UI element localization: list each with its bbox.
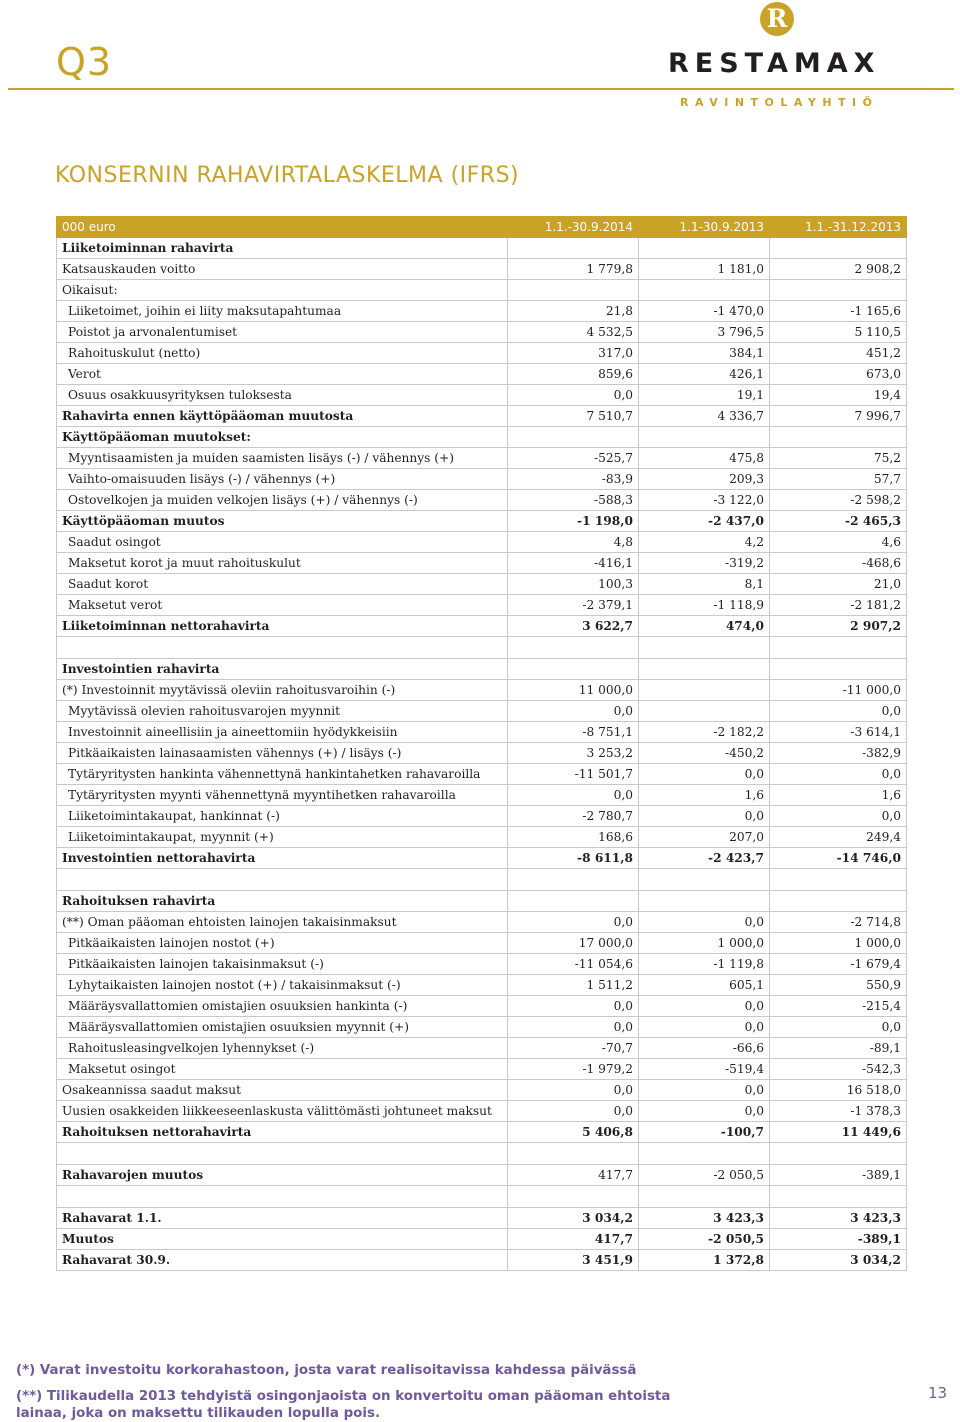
table-row	[57, 574, 907, 595]
row-value-col2	[639, 701, 770, 722]
row-value-col3: -389,1	[770, 1165, 907, 1186]
row-value-col2: 0,0	[639, 996, 770, 1017]
row-value-col2	[639, 659, 770, 680]
row-value-col2	[639, 680, 770, 701]
row-value-col1: 859,6	[508, 364, 639, 385]
row-value-col1	[508, 1143, 639, 1165]
row-value-col2: 4 336,7	[639, 406, 770, 427]
row-value-col1: 0,0	[508, 1080, 639, 1101]
row-value-col1	[508, 427, 639, 448]
row-value-col2: 8,1	[639, 574, 770, 595]
table-row	[57, 975, 907, 996]
row-value-col2: 0,0	[639, 912, 770, 933]
table-row	[57, 469, 907, 490]
row-value-col2: 426,1	[639, 364, 770, 385]
table-row	[57, 1101, 907, 1122]
row-value-col3	[770, 891, 907, 912]
row-value-col1: 168,6	[508, 827, 639, 848]
quarter-label: Q3	[56, 40, 113, 84]
column-header-unit: 000 euro	[57, 217, 508, 238]
row-value-col1: -11 501,7	[508, 764, 639, 785]
row-value-col1: -588,3	[508, 490, 639, 511]
row-value-col1: 1 779,8	[508, 259, 639, 280]
row-label: Rahoitusleasingvelkojen lyhennykset (-)	[57, 1038, 508, 1059]
row-value-col1: 3 622,7	[508, 616, 639, 637]
row-label: Maksetut verot	[57, 595, 508, 616]
row-value-col1: 0,0	[508, 785, 639, 806]
table-row	[57, 406, 907, 427]
row-label: Myytävissä olevien rahoitusvarojen myynnit	[57, 701, 508, 722]
table-row	[57, 785, 907, 806]
table-row	[57, 511, 907, 532]
spacer-row	[57, 869, 907, 891]
row-value-col2: 3 796,5	[639, 322, 770, 343]
row-value-col1: 11 000,0	[508, 680, 639, 701]
row-value-col2	[639, 280, 770, 301]
spacer-row	[57, 1186, 907, 1208]
row-label: Verot	[57, 364, 508, 385]
row-label: Lyhytaikaisten lainojen nostot (+) / takaisinmaksut (-)	[57, 975, 508, 996]
row-value-col3: 57,7	[770, 469, 907, 490]
row-value-col2: 605,1	[639, 975, 770, 996]
table-row	[57, 954, 907, 975]
row-value-col2: 1 000,0	[639, 933, 770, 954]
row-label: Poistot ja arvonalentumiset	[57, 322, 508, 343]
table-row	[57, 532, 907, 553]
row-label: Tytäryritysten myynti vähennettynä myyntihetken rahavaroilla	[57, 785, 508, 806]
row-value-col3	[770, 1143, 907, 1165]
row-value-col3: -468,6	[770, 553, 907, 574]
page-title: KONSERNIN RAHAVIRTALASKELMA (IFRS)	[55, 163, 520, 188]
row-value-col3	[770, 1186, 907, 1208]
row-value-col1	[508, 891, 639, 912]
row-value-col3	[770, 427, 907, 448]
table-row	[57, 806, 907, 827]
row-value-col1: 0,0	[508, 1017, 639, 1038]
row-label: Katsauskauden voitto	[57, 259, 508, 280]
row-value-col3: 249,4	[770, 827, 907, 848]
restamax-logo-icon: R	[760, 2, 794, 36]
row-label	[57, 1186, 508, 1208]
brand-name: RESTAMAX	[668, 48, 881, 79]
row-value-col2: -2 182,2	[639, 722, 770, 743]
row-label: Liiketoimet, joihin ei liity maksutapahtumaa	[57, 301, 508, 322]
row-value-col1: -70,7	[508, 1038, 639, 1059]
row-label: (**) Oman pääoman ehtoisten lainojen takaisinmaksut	[57, 912, 508, 933]
row-label: Vaihto-omaisuuden lisäys (-) / vähennys (+)	[57, 469, 508, 490]
table-header-row	[57, 217, 907, 238]
row-value-col2: 384,1	[639, 343, 770, 364]
row-value-col3	[770, 659, 907, 680]
row-value-col3: 4,6	[770, 532, 907, 553]
table-row	[57, 1165, 907, 1186]
row-value-col3: -2 181,2	[770, 595, 907, 616]
row-value-col2	[639, 891, 770, 912]
row-value-col2: 1 372,8	[639, 1250, 770, 1271]
table-row	[57, 343, 907, 364]
row-value-col3: -389,1	[770, 1229, 907, 1250]
row-value-col3: -382,9	[770, 743, 907, 764]
table-row	[57, 891, 907, 912]
table-row	[57, 848, 907, 869]
row-label: Määräysvallattomien omistajien osuuksien myynnit (+)	[57, 1017, 508, 1038]
row-value-col1: -83,9	[508, 469, 639, 490]
row-value-col1: -8 611,8	[508, 848, 639, 869]
row-label	[57, 637, 508, 659]
table-row	[57, 1122, 907, 1143]
table-row	[57, 1038, 907, 1059]
row-value-col1: 100,3	[508, 574, 639, 595]
row-label: Saadut osingot	[57, 532, 508, 553]
row-value-col3: -1 165,6	[770, 301, 907, 322]
table-row	[57, 595, 907, 616]
table-row	[57, 427, 907, 448]
row-value-col1: 0,0	[508, 1101, 639, 1122]
table-row	[57, 1208, 907, 1229]
row-value-col1: 7 510,7	[508, 406, 639, 427]
row-value-col3	[770, 280, 907, 301]
row-value-col2: 1,6	[639, 785, 770, 806]
row-value-col3: 19,4	[770, 385, 907, 406]
row-value-col3: 2 908,2	[770, 259, 907, 280]
column-header-period-2013-full: 1.1.-31.12.2013	[770, 217, 907, 238]
row-value-col3: 673,0	[770, 364, 907, 385]
row-value-col1	[508, 659, 639, 680]
row-value-col2: 4,2	[639, 532, 770, 553]
row-label: Maksetut korot ja muut rahoituskulut	[57, 553, 508, 574]
table-row	[57, 616, 907, 637]
row-value-col1: 5 406,8	[508, 1122, 639, 1143]
row-value-col3: -1 378,3	[770, 1101, 907, 1122]
row-value-col1: 0,0	[508, 385, 639, 406]
row-label: Investointien nettorahavirta	[57, 848, 508, 869]
table-row	[57, 385, 907, 406]
spacer-row	[57, 637, 907, 659]
row-value-col2: -2 423,7	[639, 848, 770, 869]
row-value-col2: 0,0	[639, 1080, 770, 1101]
row-value-col2: -100,7	[639, 1122, 770, 1143]
row-label: Osakeannissa saadut maksut	[57, 1080, 508, 1101]
row-value-col1: 1 511,2	[508, 975, 639, 996]
row-label: Muutos	[57, 1229, 508, 1250]
row-value-col2: -2 050,5	[639, 1229, 770, 1250]
row-label: (*) Investoinnit myytävissä oleviin rahoitusvaroihin (-)	[57, 680, 508, 701]
row-value-col2: -519,4	[639, 1059, 770, 1080]
row-value-col1	[508, 238, 639, 259]
row-label: Oikaisut:	[57, 280, 508, 301]
row-value-col2	[639, 238, 770, 259]
row-value-col3: 1,6	[770, 785, 907, 806]
table-row	[57, 322, 907, 343]
row-value-col1: -416,1	[508, 553, 639, 574]
row-label: Investointien rahavirta	[57, 659, 508, 680]
row-value-col3: 0,0	[770, 701, 907, 722]
spacer-row	[57, 1143, 907, 1165]
row-label: Rahavirta ennen käyttöpääoman muutosta	[57, 406, 508, 427]
header-divider	[8, 88, 954, 90]
row-value-col3: 2 907,2	[770, 616, 907, 637]
row-label: Määräysvallattomien omistajien osuuksien hankinta (-)	[57, 996, 508, 1017]
row-label: Pitkäaikaisten lainojen nostot (+)	[57, 933, 508, 954]
row-value-col2: 209,3	[639, 469, 770, 490]
row-value-col3: 5 110,5	[770, 322, 907, 343]
row-value-col3: -2 598,2	[770, 490, 907, 511]
row-value-col3: 16 518,0	[770, 1080, 907, 1101]
row-value-col3: -215,4	[770, 996, 907, 1017]
row-value-col3: 21,0	[770, 574, 907, 595]
row-value-col2: 0,0	[639, 1017, 770, 1038]
table-row	[57, 553, 907, 574]
row-label: Käyttöpääoman muutos	[57, 511, 508, 532]
row-value-col3: -1 679,4	[770, 954, 907, 975]
table-row	[57, 743, 907, 764]
row-value-col1: 4 532,5	[508, 322, 639, 343]
row-value-col2	[639, 1143, 770, 1165]
row-value-col2: 0,0	[639, 1101, 770, 1122]
row-label: Uusien osakkeiden liikkeeseenlaskusta välittömästi johtuneet maksut	[57, 1101, 508, 1122]
column-header-period-2014: 1.1.-30.9.2014	[508, 217, 639, 238]
row-label: Ostovelkojen ja muiden velkojen lisäys (+) / vähennys (-)	[57, 490, 508, 511]
row-value-col1: 3 253,2	[508, 743, 639, 764]
row-label: Tytäryritysten hankinta vähennettynä hankintahetken rahavaroilla	[57, 764, 508, 785]
row-value-col3: 11 449,6	[770, 1122, 907, 1143]
row-value-col3: 451,2	[770, 343, 907, 364]
row-value-col2: -1 119,8	[639, 954, 770, 975]
row-label: Käyttöpääoman muutokset:	[57, 427, 508, 448]
table-row	[57, 827, 907, 848]
row-label	[57, 1143, 508, 1165]
table-row	[57, 996, 907, 1017]
row-value-col1	[508, 280, 639, 301]
table-row	[57, 490, 907, 511]
row-value-col1: -2 379,1	[508, 595, 639, 616]
row-value-col2: 475,8	[639, 448, 770, 469]
row-value-col3: 550,9	[770, 975, 907, 996]
row-value-col3: 3 423,3	[770, 1208, 907, 1229]
row-value-col1: 0,0	[508, 912, 639, 933]
row-value-col2: 0,0	[639, 806, 770, 827]
row-label: Maksetut osingot	[57, 1059, 508, 1080]
row-value-col2: 207,0	[639, 827, 770, 848]
row-value-col2: -66,6	[639, 1038, 770, 1059]
row-value-col1	[508, 637, 639, 659]
row-value-col2: -3 122,0	[639, 490, 770, 511]
row-value-col2: -2 050,5	[639, 1165, 770, 1186]
row-label: Myyntisaamisten ja muiden saamisten lisäys (-) / vähennys (+)	[57, 448, 508, 469]
row-value-col1: 4,8	[508, 532, 639, 553]
row-label: Pitkäaikaisten lainasaamisten vähennys (+) / lisäys (-)	[57, 743, 508, 764]
row-value-col3: 1 000,0	[770, 933, 907, 954]
row-value-col3: -3 614,1	[770, 722, 907, 743]
row-value-col1: 3 451,9	[508, 1250, 639, 1271]
table-row	[57, 259, 907, 280]
row-value-col2	[639, 427, 770, 448]
row-value-col2: 3 423,3	[639, 1208, 770, 1229]
footnote-equity-loans: (**) Tilikaudella 2013 tehdyistä osingonjaoista on konvertoitu oman pääoman ehtoista lainaa, joka on maksettu tilikauden lopulla pois.	[16, 1389, 671, 1421]
row-value-col1: 417,7	[508, 1165, 639, 1186]
row-value-col3: 75,2	[770, 448, 907, 469]
row-value-col1	[508, 869, 639, 891]
row-value-col1: -1 979,2	[508, 1059, 639, 1080]
row-label: Rahavarat 1.1.	[57, 1208, 508, 1229]
row-label: Pitkäaikaisten lainojen takaisinmaksut (-)	[57, 954, 508, 975]
table-row	[57, 238, 907, 259]
row-value-col3: 0,0	[770, 806, 907, 827]
row-label: Rahoituksen nettorahavirta	[57, 1122, 508, 1143]
row-label: Liiketoiminnan rahavirta	[57, 238, 508, 259]
table-row	[57, 364, 907, 385]
row-value-col1	[508, 1186, 639, 1208]
row-value-col1: 0,0	[508, 996, 639, 1017]
row-value-col2: 474,0	[639, 616, 770, 637]
row-value-col3: -11 000,0	[770, 680, 907, 701]
table-row	[57, 722, 907, 743]
row-value-col3	[770, 637, 907, 659]
table-row	[57, 1017, 907, 1038]
row-label: Saadut korot	[57, 574, 508, 595]
table-row	[57, 701, 907, 722]
row-value-col2: -1 470,0	[639, 301, 770, 322]
row-value-col3	[770, 238, 907, 259]
table-row	[57, 680, 907, 701]
row-value-col1: 417,7	[508, 1229, 639, 1250]
table-row	[57, 1229, 907, 1250]
table-row	[57, 1059, 907, 1080]
row-value-col3: -542,3	[770, 1059, 907, 1080]
row-value-col2: 0,0	[639, 764, 770, 785]
row-label: Osuus osakkuusyrityksen tuloksesta	[57, 385, 508, 406]
row-label: Liiketoimintakaupat, hankinnat (-)	[57, 806, 508, 827]
brand-subtitle: RAVINTOLAYHTIÖ	[680, 96, 879, 109]
table-row	[57, 933, 907, 954]
table-row	[57, 1250, 907, 1271]
row-value-col3	[770, 869, 907, 891]
row-value-col1: 0,0	[508, 701, 639, 722]
row-value-col1: 317,0	[508, 343, 639, 364]
row-value-col1: -525,7	[508, 448, 639, 469]
cash-flow-table	[56, 216, 907, 1271]
row-value-col1: -2 780,7	[508, 806, 639, 827]
row-label: Rahoituskulut (netto)	[57, 343, 508, 364]
table-row	[57, 280, 907, 301]
column-header-period-2013-q3: 1.1-30.9.2013	[639, 217, 770, 238]
row-value-col1: 3 034,2	[508, 1208, 639, 1229]
table-row	[57, 1080, 907, 1101]
row-label: Rahoituksen rahavirta	[57, 891, 508, 912]
row-label: Liiketoimintakaupat, myynnit (+)	[57, 827, 508, 848]
row-label	[57, 869, 508, 891]
table-row	[57, 912, 907, 933]
row-label: Rahavarat 30.9.	[57, 1250, 508, 1271]
row-label: Liiketoiminnan nettorahavirta	[57, 616, 508, 637]
row-value-col3: 3 034,2	[770, 1250, 907, 1271]
row-value-col3: 0,0	[770, 1017, 907, 1038]
row-label: Rahavarojen muutos	[57, 1165, 508, 1186]
row-value-col3: -14 746,0	[770, 848, 907, 869]
row-value-col2: -1 118,9	[639, 595, 770, 616]
row-value-col2: 1 181,0	[639, 259, 770, 280]
row-value-col2	[639, 1186, 770, 1208]
row-value-col2: -2 437,0	[639, 511, 770, 532]
footnote-investments: (*) Varat investoitu korkorahastoon, josta varat realisoitavissa kahdessa päivässä	[16, 1363, 637, 1378]
table-row	[57, 764, 907, 785]
row-value-col2: 19,1	[639, 385, 770, 406]
table-row	[57, 448, 907, 469]
row-value-col3: -2 465,3	[770, 511, 907, 532]
row-label: Investoinnit aineellisiin ja aineettomiin hyödykkeisiin	[57, 722, 508, 743]
row-value-col3: 0,0	[770, 764, 907, 785]
row-value-col2: -319,2	[639, 553, 770, 574]
page-number: 13	[928, 1384, 948, 1402]
row-value-col2: -450,2	[639, 743, 770, 764]
table-row	[57, 659, 907, 680]
row-value-col1: -1 198,0	[508, 511, 639, 532]
row-value-col1: 21,8	[508, 301, 639, 322]
row-value-col3: 7 996,7	[770, 406, 907, 427]
row-value-col1: -11 054,6	[508, 954, 639, 975]
table-row	[57, 301, 907, 322]
row-value-col3: -2 714,8	[770, 912, 907, 933]
row-value-col2	[639, 637, 770, 659]
row-value-col3: -89,1	[770, 1038, 907, 1059]
row-value-col2	[639, 869, 770, 891]
row-value-col1: 17 000,0	[508, 933, 639, 954]
row-value-col1: -8 751,1	[508, 722, 639, 743]
